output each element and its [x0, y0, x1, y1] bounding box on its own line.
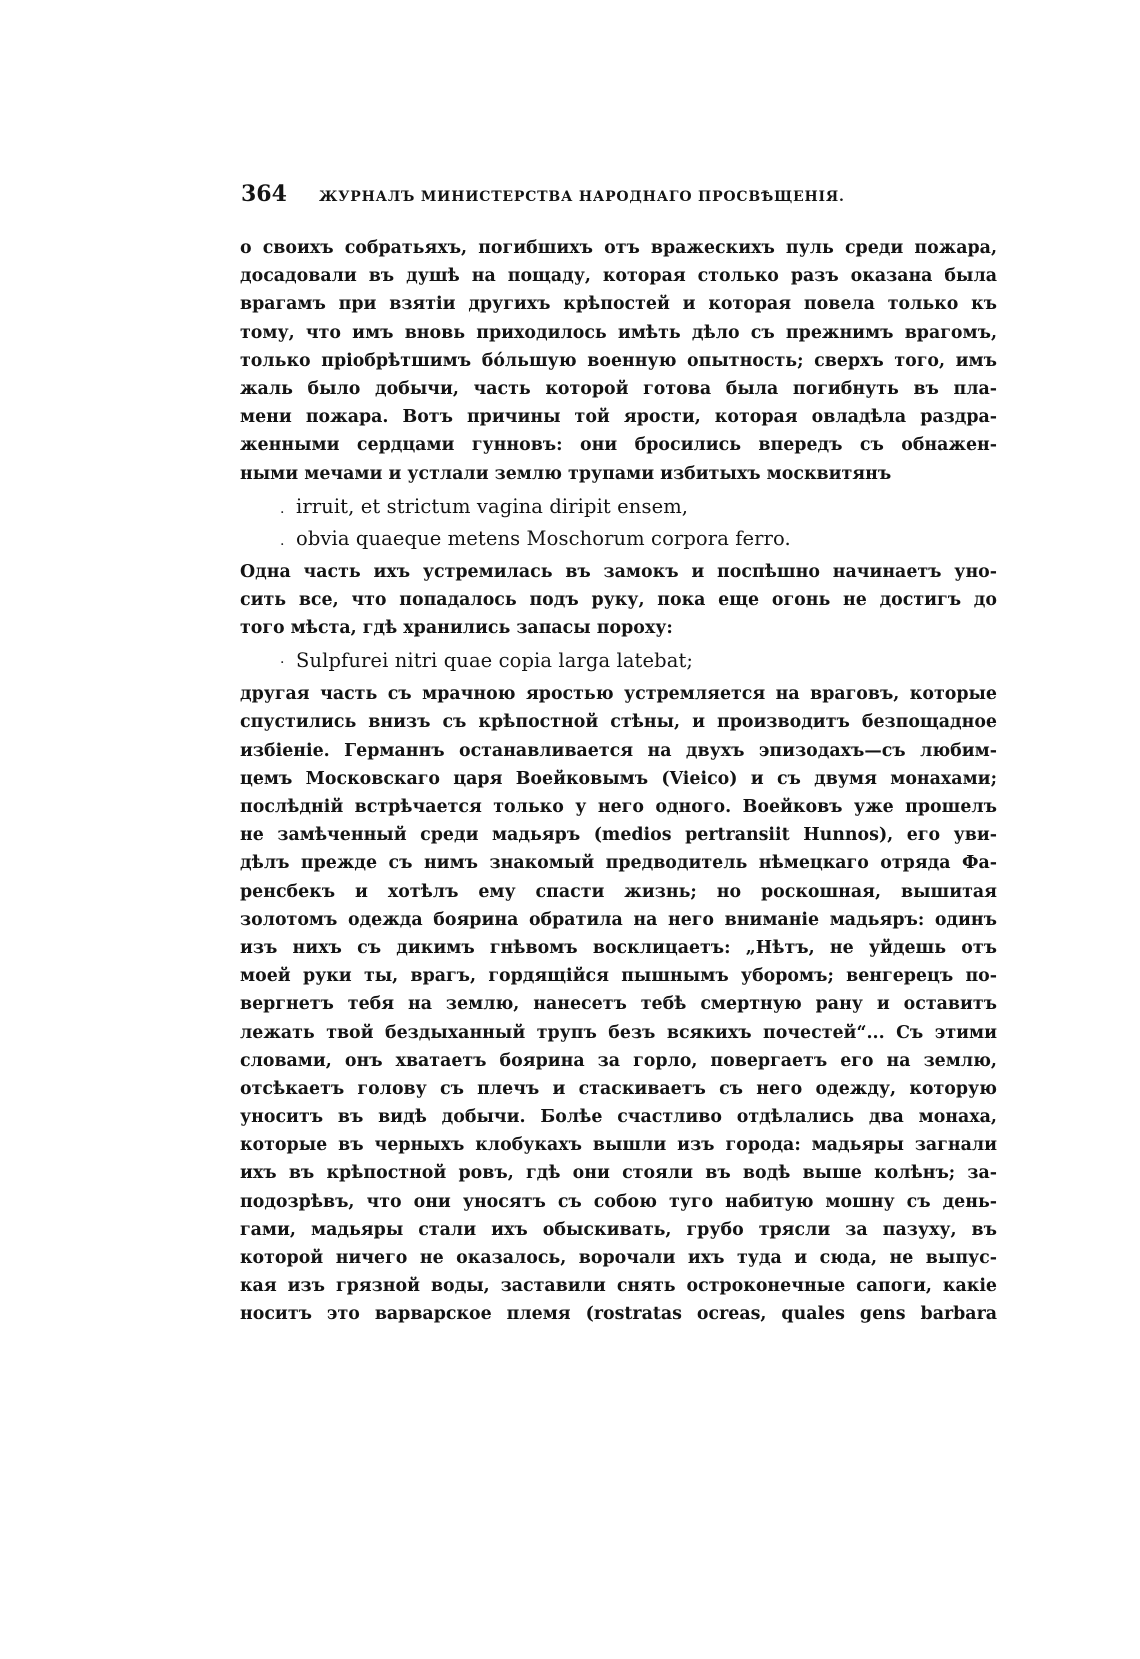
text-line: не замѣченный среди мадьяръ (medios pertransiit Hunnos), его уви- — [240, 825, 997, 846]
text-line: гами, мадьяры стали ихъ обыскивать, грубо трясли за пазуху, въ — [240, 1219, 997, 1240]
text-line: моей руки ты, врагъ, гордящійся пышнымъ уборомъ; венгерецъ по- — [240, 966, 997, 987]
text-line: только пріобрѣтшимъ бо́льшую военную опытность; сверхъ того, имъ — [240, 350, 997, 371]
paragraph-2 — [240, 558, 997, 643]
text-line: спустились внизъ съ крѣпостной стѣны, и производитъ безпощадное — [240, 712, 997, 733]
text-line: тому, что имъ вновь приходилось имѣть дѣло съ прежнимъ врагомъ, — [240, 322, 997, 343]
text-line: врагамъ при взятіи другихъ крѣпостей и которая повела только къ — [240, 294, 997, 315]
text-line: дѣлъ прежде съ нимъ знакомый предводитель нѣмецкаго отряда Фа- — [240, 853, 997, 874]
verse-text: Sulpfurei nitri quae copia larga latebat; — [296, 649, 694, 673]
text-line: избіеніе. Германнъ останавливается на двухъ эпизодахъ—съ любим- — [240, 740, 997, 761]
text-line: женными сердцами гунновъ: они бросились впередъ съ обнажен- — [240, 435, 997, 456]
text-line: жаль было добычи, часть которой готова была погибнуть въ пла- — [240, 378, 997, 399]
text-line: цемъ Московскаго царя Воейковымъ (Vieico) и съ двумя монахами; — [240, 768, 997, 789]
page-number: 364 — [241, 181, 287, 207]
verse-text: irruit, et strictum vagina diripit ensem, — [296, 494, 689, 518]
text-line: отсѣкаетъ голову съ плечъ и стаскиваетъ съ него одежду, которую — [240, 1078, 997, 1099]
text-line: ными мечами и устлали землю трупами избитыхъ москвитянъ — [240, 463, 892, 484]
text-line: словами, онъ хватаетъ боярина за горло, повергаетъ его на землю, — [240, 1050, 997, 1071]
text-line: сить все, что попадалось подъ руку, пока еще огонь не достигъ до — [240, 589, 997, 610]
text-line: вергнетъ тебя на землю, нанесетъ тебѣ смертную рану и оставитъ — [240, 994, 997, 1015]
text-line: носитъ это варварское племя (rostratas ocreas, quales gens barbara — [240, 1304, 997, 1325]
paragraph-1 — [240, 234, 997, 488]
text-line: Одна часть ихъ устремилась въ замокъ и поспѣшно начинаетъ уно- — [240, 561, 997, 582]
text-line: которые въ черныхъ клобукахъ вышли изъ города: мадьяры загнали — [240, 1135, 997, 1156]
text-line: другая часть съ мрачною яростью устремляется на враговъ, которые — [240, 684, 997, 705]
paragraph-3 — [240, 680, 997, 1328]
running-title: ЖУРНАЛЪ МИНИСТЕРСТВА НАРОДНАГО ПРОСВѢЩЕНІЯ. — [318, 189, 845, 205]
text-line: ренсбекъ и хотѣлъ ему спасти жизнь; но роскошная, вышитая — [240, 881, 997, 902]
dot-mark: . — [280, 532, 285, 549]
verse-line — [240, 645, 997, 677]
text-line: послѣдній встрѣчается только у него одного. Воейковъ уже прошелъ — [240, 797, 997, 817]
text-line: которой ничего не оказалось, ворочали ихъ туда и сюда, не выпус- — [240, 1248, 997, 1268]
latin-quote-1 — [240, 491, 997, 555]
dot-mark: · — [280, 655, 285, 672]
dot-mark: . — [280, 500, 285, 517]
text-line: досадовали въ душѣ на пощаду, которая столько разъ оказана была — [240, 266, 997, 287]
page-header — [241, 181, 997, 221]
text-line: лежать твой бездыханный трупъ безъ всякихъ почестей“... Съ этими — [240, 1022, 997, 1043]
text-line: ихъ въ крѣпостной ровъ, гдѣ они стояли въ водѣ выше колѣнъ; за- — [240, 1163, 997, 1184]
text-line: кая изъ грязной воды, заставили снять остроконечные сапоги, какіе — [240, 1276, 997, 1297]
latin-quote-2 — [240, 645, 997, 677]
text-line: золотомъ одежда боярина обратила на него вниманіе мадьяръ: одинъ — [240, 909, 997, 930]
verse-text: obvia quaeque metens Moschorum corpora ferro. — [296, 526, 791, 550]
text-line: уноситъ въ видѣ добычи. Болѣе счастливо отдѣлались два монаха, — [240, 1107, 997, 1128]
text-line: изъ нихъ съ дикимъ гнѣвомъ восклицаетъ: „Нѣтъ, не уйдешь отъ — [240, 937, 997, 958]
text-line: мени пожара. Вотъ причины той ярости, которая овладѣла раздра- — [240, 407, 997, 428]
text-line: того мѣста, гдѣ хранились запасы пороху: — [240, 618, 673, 639]
text-line: о своихъ собратьяхъ, погибшихъ отъ вражескихъ пуль среди пожара, — [240, 238, 997, 258]
body-text — [240, 234, 997, 1329]
verse-line — [240, 491, 997, 523]
verse-line — [240, 523, 997, 555]
text-line: подозрѣвъ, что они уносятъ съ собою туго набитую мошну съ день- — [240, 1191, 997, 1212]
